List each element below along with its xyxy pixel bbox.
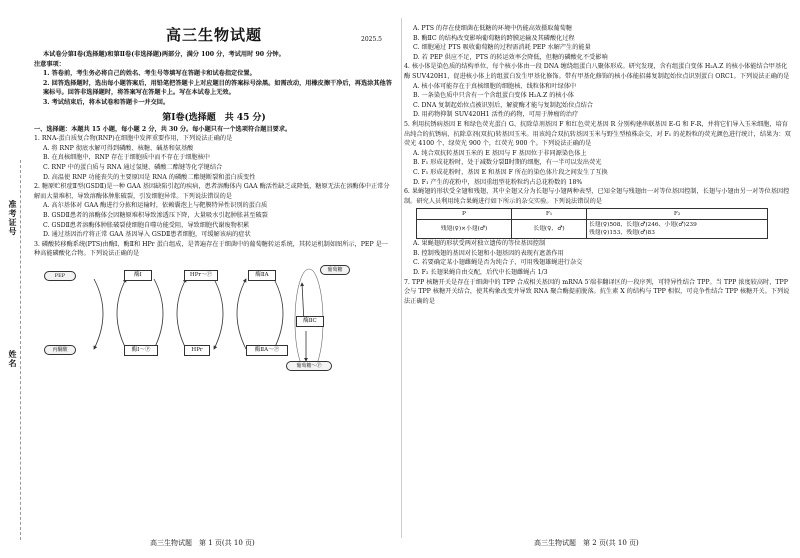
enzyme2a-node: 酶ⅡA bbox=[248, 270, 276, 281]
option: A. PTS 的存在使细菌在低糖的环境中仍能高效摄取葡萄糖 bbox=[413, 25, 573, 32]
option: B. F₁ 形成花粉时，处于减数分裂Ⅱ时期的细胞，有一半可以发出荧光 bbox=[413, 159, 602, 167]
binding-margin bbox=[4, 160, 26, 540]
table-header: F₂ bbox=[587, 209, 768, 220]
option: C. RNP 中的蛋白质与 RNA 通过氢键、磷酸二酯键等化学键结合 bbox=[43, 163, 223, 171]
header bbox=[34, 24, 394, 50]
enzyme1-node: 酶Ⅰ bbox=[124, 270, 152, 281]
notice-item: 1. 答卷前，考生务必将自己的姓名、考生号等填写在答题卡和试卷指定位置。 bbox=[43, 70, 256, 78]
pep-node: PEP bbox=[44, 271, 76, 281]
page-2-content bbox=[404, 24, 792, 306]
glucose-node: 葡萄糖 bbox=[320, 265, 350, 275]
option: C. 若要确定某小翅雌蝇是否为纯合子，可用残翅雄蝇进行杂交 bbox=[413, 259, 583, 267]
hpr-p-node: HPr～Ⓟ bbox=[184, 270, 218, 281]
option: C. F₁ 形成花粉时，基因 E 和基因 F 所在的染色体片段之间发生了互换 bbox=[413, 168, 608, 176]
question-stem: 7. TPP 核糖开关是存在于细菌中的 TPP 合成相关基因的 mRNA 5′端非翻译区的一段序列，可特异性结合 TPP。当 TPP 浓度较高时，TPP 会与 TPP 核糖开关结合，使其构象改变并导致 RNA 聚合酶提前脱落。抗生素 X 的结构与 TPP 相似，可竞争性结合 TPP 核糖开关。下列说法正确的是 bbox=[404, 278, 790, 305]
footer-left: 高三生物试题 第 1 页(共 10 页) bbox=[150, 539, 255, 547]
cross-table bbox=[416, 208, 768, 239]
notice-intro: 本试卷分第Ⅰ卷(选择题)和第Ⅱ卷(非选择题)两部分，满分 100 分，考试用时 90 分钟。 bbox=[43, 51, 285, 58]
f2-line: 残翅(♀)153、残翅(♂)83 bbox=[589, 230, 655, 237]
exam-date: 2025.5 bbox=[361, 36, 382, 43]
option: B. 一条染色质中只含有一个含组蛋白变体 H₂A.Z 的核小体 bbox=[413, 92, 574, 100]
option: D. F₂ 长翅果蝇自由交配，后代中长翅雌蝇占 1/3 bbox=[413, 269, 548, 277]
option: B. 酶ⅡC 的结构改变影响葡萄糖的跨膜运输及其磷酸化过程 bbox=[413, 34, 575, 42]
page-divider bbox=[401, 18, 402, 538]
hpr-node: HPr bbox=[184, 345, 210, 356]
option: D. 通过基因治疗将正常 GAA 基因导入 GSDⅡ患者细胞，可缓解该病的症状 bbox=[43, 231, 251, 239]
option: D. 用药物抑制 SUV420H1 活性的药物，可用于肿瘤的治疗 bbox=[413, 111, 579, 119]
option: D. 高温使 RNP 功能丧失的主要原因是 RNA 的磷酸二酯键断裂和蛋白质变性 bbox=[43, 173, 256, 181]
option: D. F₁ 产生的花粉中，基因重组型花粉粒约占总花粉数的 18% bbox=[413, 178, 583, 186]
question-stem: 5. 利用抗锈病基因 E 和绿色荧光蛋白 G、抗除草剂基因 F 和红色荧光基因 R 分别构建串联基因 E-G 和 F-R，并将它们导入玉米细胞，培育出纯合的抗锈病、抗除草剂(双抗)转基因玉米。用该纯合双抗转基因玉米与野生型植株杂交，对 F₁ 的花粉粒的荧光颜色进行统计，结果为：双荧光 4100 个、绿荧光 900 个，红荧光 900 个。下列说法正确的是 bbox=[404, 120, 791, 148]
table-cell-f2 bbox=[587, 220, 768, 239]
f2-line: 长翅(♀)508、长翅(♂)246、小翅(♂)239 bbox=[589, 222, 697, 229]
question-stem: 6. 果蝇翅的形状受全翅和残翅，其中全翅又分为长翅与小翅两种表型，已知全翅与残翅由一对等位基因控制，长翅与小翅由另一对等位基因控制。研究人员利用纯合果蝇进行如下所示的杂交实验。下列说法错误的是 bbox=[404, 188, 790, 205]
page-2 bbox=[404, 0, 800, 558]
page-1-content bbox=[34, 24, 394, 371]
table-header: F₁ bbox=[512, 209, 587, 220]
option: A. 核小体可能存在于真核细胞的细胞核、线粒体和叶绿体中 bbox=[413, 82, 577, 90]
option: C. GSDⅡ患者溶酶体肿胀破裂使细胞自噬功能受阻，导致细胞代谢废物积累 bbox=[43, 221, 250, 229]
table-header: P bbox=[417, 209, 512, 220]
glucose-p-node: 葡萄糖～Ⓟ bbox=[286, 361, 332, 371]
option: C. DNA 复制起始位点被识别后，解旋酶才能与复制起始位点结合 bbox=[413, 101, 593, 109]
question-stem: 2. 糖原贮积症Ⅱ型(GSDⅡ)是一种 GAA 基因缺陷引起的疾病，患者溶酶体内 GAA 酶活性缺乏或降低，糖原无法在溶酶体中正常分解而大量堆积，导致溶酶体肿胀破裂，引发细胞异常。下列说法错误的是 bbox=[34, 183, 390, 200]
option: B. 在真核细胞中，RNP 存在于细胞质中而不存在于细胞核中 bbox=[43, 154, 210, 162]
notice-item: 2. 回答选择题时，选出每小题答案后，用铅笔把答题卡上对应题目的答案标号涂黑。如需改动，用橡皮擦干净后，再选涂其他答案标号。回答非选择题时，将答案写在答题卡上。写在本试卷上无效。 bbox=[43, 79, 392, 97]
section-heading: 第Ⅰ卷(选择题 共 45 分) bbox=[162, 112, 266, 123]
notice-item: 3. 考试结束后，将本试卷和答题卡一并交回。 bbox=[43, 98, 170, 106]
binding-line bbox=[20, 160, 21, 540]
option: A. 将 RNP 彻底水解可得到磷酸、核糖、碱基和氨基酸 bbox=[43, 144, 194, 152]
option: B. 控制残翅的基因对长翅和小翅基因的表现有遮盖作用 bbox=[413, 249, 564, 257]
option: A. 果蝇翅的形状受两对独立遗传的等位基因控制 bbox=[413, 240, 546, 248]
option: A. 高尔基体对 GAA 酶进行分拣和运输时，依赖囊泡上与靶膜特异性识别的蛋白质 bbox=[43, 202, 268, 210]
option: B. GSDⅡ患者的溶酶体会因糖原堆积导致渗透压下降，大量吸水引起肿胀甚至破裂 bbox=[43, 211, 268, 219]
option: A. 纯合双抗转基因玉米的 E 基因与 F 基因位于非同源染色体上 bbox=[413, 149, 587, 157]
table-cell-p: 残翅(♀)×小翅(♂) bbox=[417, 220, 512, 239]
question-stem: 4. 核小体是染色质的结构单位，每个核小体由一段 DNA 缠绕组蛋白八聚体形成。研究发现，含有组蛋白变体 H₂A.Z 的核小体能结合甲基化酶 SUV420H1，促进核小体上的组蛋白发生甲基化修饰。带有甲基化修饰的核小体能招募复制起始位点识别蛋白 ORC1。下列说法正确的是 bbox=[404, 63, 790, 80]
option: C. 细胞通过 PTS 吸收葡萄糖的过程需消耗 PEP 水解产生的能量 bbox=[413, 44, 591, 52]
exam-title: 高三生物试题 bbox=[165, 26, 262, 44]
table-cell-f1: 长翅(♀、♂) bbox=[512, 220, 587, 239]
question-stem: 1. RNA-蛋白质复合物(RNP)在细胞中发挥重要作用，下列说法正确的是 bbox=[34, 135, 233, 143]
pyruvate-node: 丙酮酸 bbox=[44, 345, 76, 355]
question-stem: 3. 磷酸转移酶系统(PTS)由酶Ⅰ、酶Ⅱ和 HPr 蛋白组成，是普遍存在于细菌中的葡萄糖转运系统，其转运机制如图所示，PEP 是一种高能磷酸化合物。下列说法正确的是 bbox=[34, 240, 388, 258]
enzyme2a-p-node: 酶ⅡA～Ⓟ bbox=[246, 345, 288, 356]
option: D. 若 PEP 供应不足，PTS 的转运效率会降低，但糖的磷酸化不受影响 bbox=[413, 53, 608, 61]
section-instructions: 一、选择题：本题共 15 小题，每小题 2 分，共 30 分。每小题只有一个选项符合题目要求。 bbox=[34, 125, 292, 133]
footer-right: 高三生物试题 第 2 页(共 10 页) bbox=[534, 539, 639, 547]
pts-diagram bbox=[34, 261, 364, 371]
notice-head: 注意事项： bbox=[34, 60, 65, 68]
enzyme1-p-node: 酶Ⅰ～Ⓟ bbox=[124, 345, 158, 356]
enzyme2c-node: 酶ⅡC bbox=[296, 316, 324, 327]
name-label: 姓名 bbox=[8, 350, 18, 368]
exam-id-label: 准考证号 bbox=[8, 200, 18, 236]
